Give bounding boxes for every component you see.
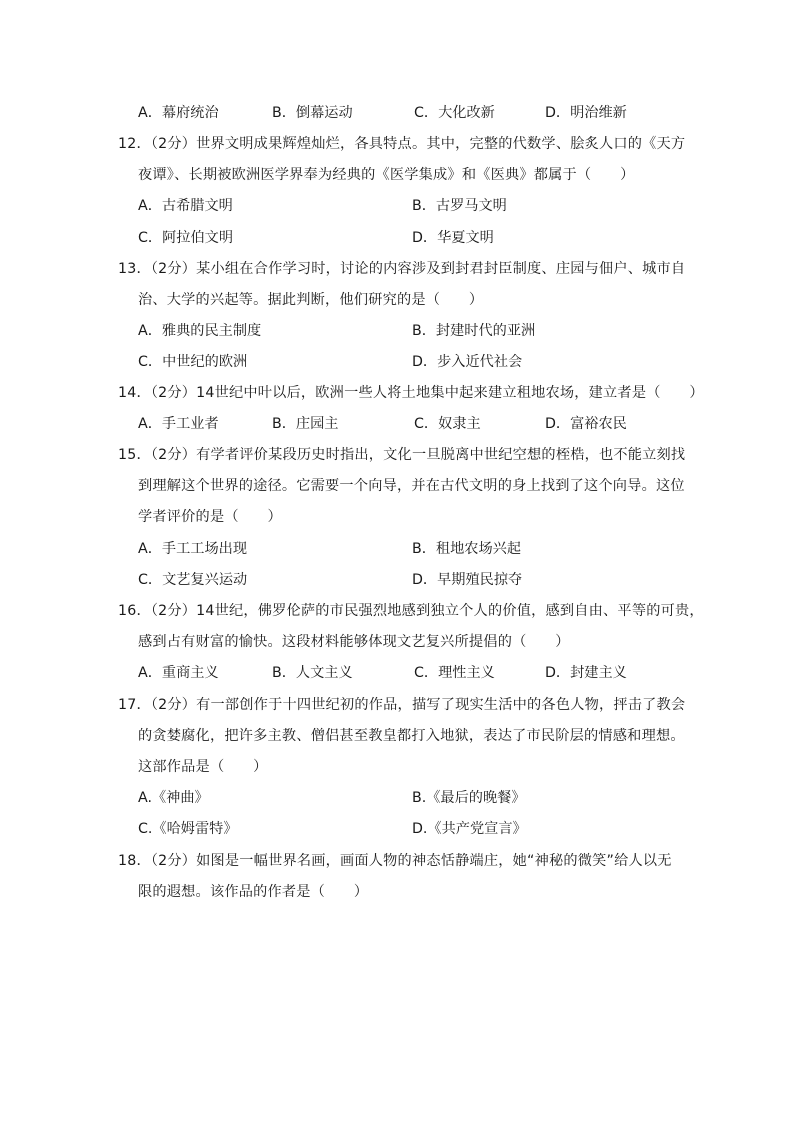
option-c: C．中世纪的欧洲: [138, 354, 248, 370]
option-b: B．倒幕运动: [272, 105, 353, 121]
question-text-line: 夜谭》、长期被欧洲医学界奉为经典的《医学集成》和《医典》都属于（ ）: [138, 167, 635, 183]
option-a: A．手工工场出现: [138, 541, 248, 557]
option-b: B．租地农场兴起: [412, 541, 522, 557]
option-a: A．幕府统治: [138, 105, 219, 121]
question-text-line: 到理解这个世界的途径。它需要一个向导，并在古代文明的身上找到了这个向导。这位: [138, 478, 685, 494]
question-text-line: 限的遐想。该作品的作者是（ ）: [138, 884, 369, 900]
option-d: D．早期殖民掠夺: [412, 572, 523, 588]
question-text-line: 13．（2分）某小组在合作学习时，讨论的内容涉及到封君封臣制度、庄园与佃户、城市自: [118, 261, 686, 277]
option-b: B．封建时代的亚洲: [412, 323, 536, 339]
question-text-line: 17．（2分）有一部创作于十四世纪初的作品，描写了现实生活中的各色人物，抨击了教会: [118, 697, 686, 713]
option-d: D．华夏文明: [412, 230, 494, 246]
option-c: C．文艺复兴运动: [138, 572, 248, 588]
option-b: B．庄园主: [272, 416, 339, 432]
option-c: C.《哈姆雷特》: [138, 821, 238, 837]
question-text-line: 这部作品是（ ）: [138, 759, 268, 775]
option-d: D．富裕农民: [545, 416, 627, 432]
option-a: A．古希腊文明: [138, 198, 233, 214]
option-b: B．古罗马文明: [412, 198, 507, 214]
question-text-line: 感到占有财富的愉快。这段材料能够体现文艺复兴所提倡的（ ）: [138, 634, 570, 650]
question-text-line: 12．（2分）世界文明成果辉煌灿烂，各具特点。其中，完整的代数学、脍炙人口的《天方: [118, 136, 686, 152]
option-a: A．雅典的民主制度: [138, 323, 262, 339]
question-text-line: 16．（2分）14世纪，佛罗伦萨的市民强烈地感到独立个人的价值，感到自由、平等的可贵，: [118, 603, 704, 619]
option-a: A．重商主义: [138, 665, 219, 681]
option-c: C．奴隶主: [414, 416, 481, 432]
option-c: C．理性主义: [414, 665, 495, 681]
question-text-line: 15．（2分）有学者评价某段历史时指出，文化一旦脱离中世纪空想的桎梏，也不能立刻找: [118, 447, 686, 463]
option-d: D．封建主义: [545, 665, 627, 681]
question-text-line: 的贪婪腐化，把许多主教、僧侣甚至教皇都打入地狱，表达了市民阶层的情感和理想。: [138, 728, 685, 744]
question-text-line: 学者评价的是（ ）: [138, 509, 282, 525]
option-d: D．步入近代社会: [412, 354, 523, 370]
option-b: B.《最后的晚餐》: [412, 790, 526, 806]
option-a: A.《神曲》: [138, 790, 209, 806]
option-c: C．阿拉伯文明: [138, 230, 234, 246]
option-a: A．手工业者: [138, 416, 219, 432]
question-text-line: 治、大学的兴起等。据此判断，他们研究的是（ ）: [138, 292, 484, 308]
question-text-line: 14．（2分）14世纪中叶以后，欧洲一些人将土地集中起来建立租地农场，建立者是（ ）: [118, 385, 704, 401]
option-c: C．大化改新: [414, 105, 495, 121]
option-d: D．明治维新: [545, 105, 627, 121]
option-b: B．人文主义: [272, 665, 353, 681]
option-d: D.《共产党宣言》: [412, 821, 527, 837]
question-text-line: 18．（2分）如图是一幅世界名画，画面人物的神态恬静端庄，她“神秘的微笑”给人以无: [118, 853, 672, 869]
